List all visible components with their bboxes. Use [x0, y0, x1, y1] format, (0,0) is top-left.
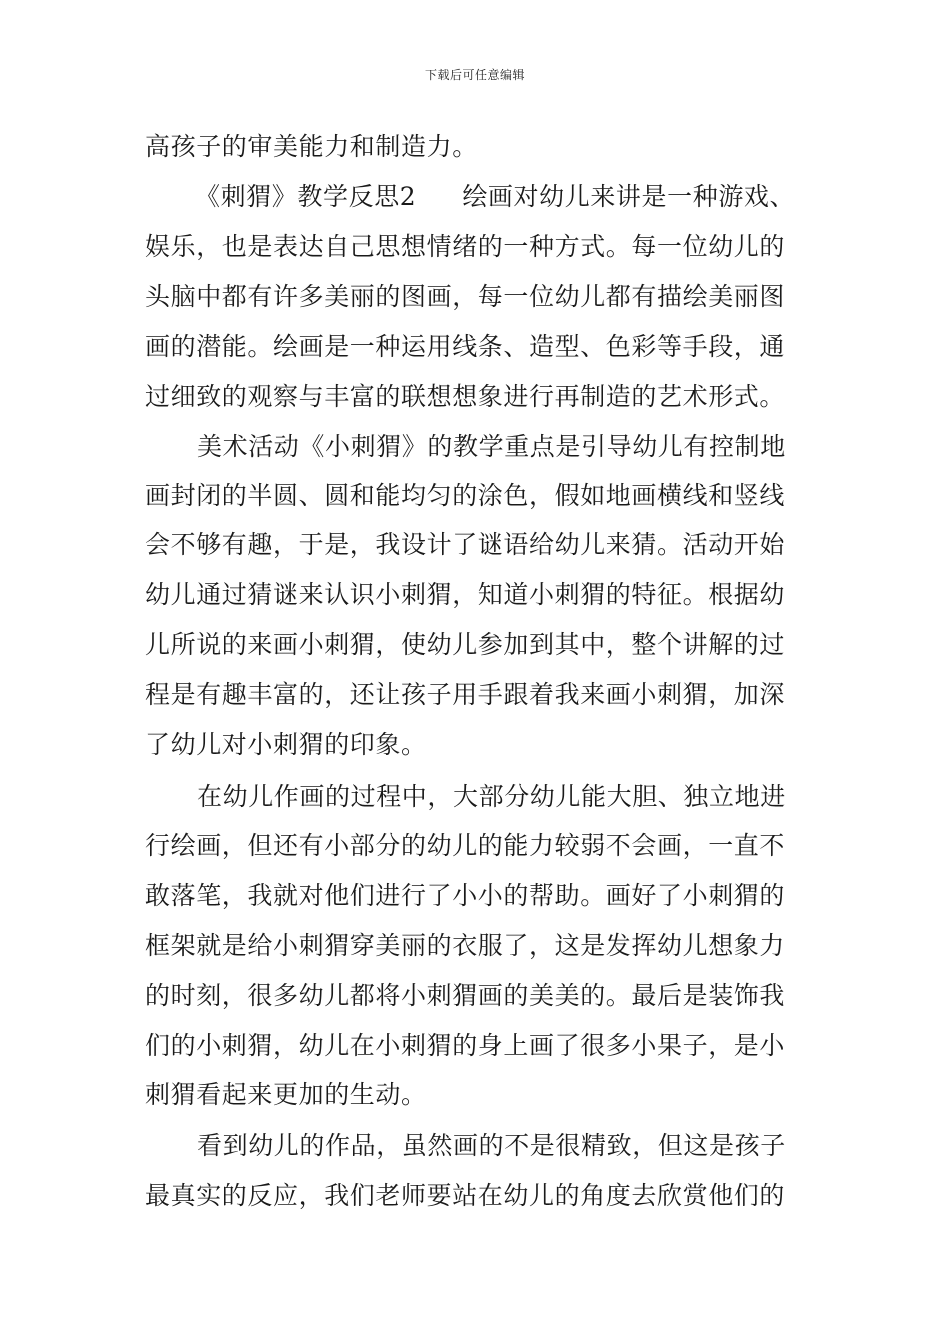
text-line: 的时刻，很多幼儿都将小刺猬画的美美的。最后是装饰我: [145, 981, 786, 1010]
section-title: 《刺猬》教学反思2: [195, 182, 417, 211]
page-header: 下载后可任意编辑: [424, 68, 525, 82]
paragraph-start: 绘画对幼儿来讲是一种游戏、: [462, 182, 796, 211]
text-line: 们的小刺猬，幼儿在小刺猬的身上画了很多小果子，是小: [145, 1031, 786, 1060]
text-line: 刺猬看起来更加的生动。: [145, 1080, 427, 1109]
text-line: 儿所说的来画小刺猬，使幼儿参加到其中，整个讲解的过: [145, 630, 786, 659]
text-line: 画封闭的半圆、圆和能均匀的涂色，假如地画横线和竖线: [145, 481, 786, 510]
text-line: 画的潜能。绘画是一种运用线条、造型、色彩等手段，通: [145, 332, 786, 361]
text-line: 幼儿通过猜谜来认识小刺猬，知道小刺猬的特征。根据幼: [145, 580, 786, 609]
text-line: 最真实的反应，我们老师要站在幼儿的角度去欣赏他们的: [145, 1181, 786, 1210]
text-line: 行绘画，但还有小部分的幼儿的能力较弱不会画，一直不: [145, 831, 786, 860]
text-line: [195, 182, 865, 212]
text-line: 程是有趣丰富的，还让孩子用手跟着我来画小刺猬，加深: [145, 680, 786, 709]
text-line: 高孩子的审美能力和制造力。: [145, 132, 478, 161]
text-line: 过细致的观察与丰富的联想想象进行再制造的艺术形式。: [145, 382, 786, 411]
text-line: 会不够有趣，于是，我设计了谜语给幼儿来猜。活动开始: [145, 530, 786, 559]
text-line: 娱乐，也是表达自己思想情绪的一种方式。每一位幼儿的: [145, 232, 786, 261]
text-line: 美术活动《小刺猬》的教学重点是引导幼儿有控制地: [197, 432, 786, 461]
text-line: 了幼儿对小刺猬的印象。: [145, 730, 427, 759]
text-line: 敢落笔，我就对他们进行了小小的帮助。画好了小刺猬的: [145, 881, 786, 910]
text-line: 在幼儿作画的过程中，大部分幼儿能大胆、独立地进: [197, 782, 786, 811]
text-line: 看到幼儿的作品，虽然画的不是很精致，但这是孩子: [197, 1131, 786, 1160]
text-line: 框架就是给小刺猬穿美丽的衣服了，这是发挥幼儿想象力: [145, 931, 786, 960]
text-line: 头脑中都有许多美丽的图画，每一位幼儿都有描绘美丽图: [145, 282, 786, 311]
